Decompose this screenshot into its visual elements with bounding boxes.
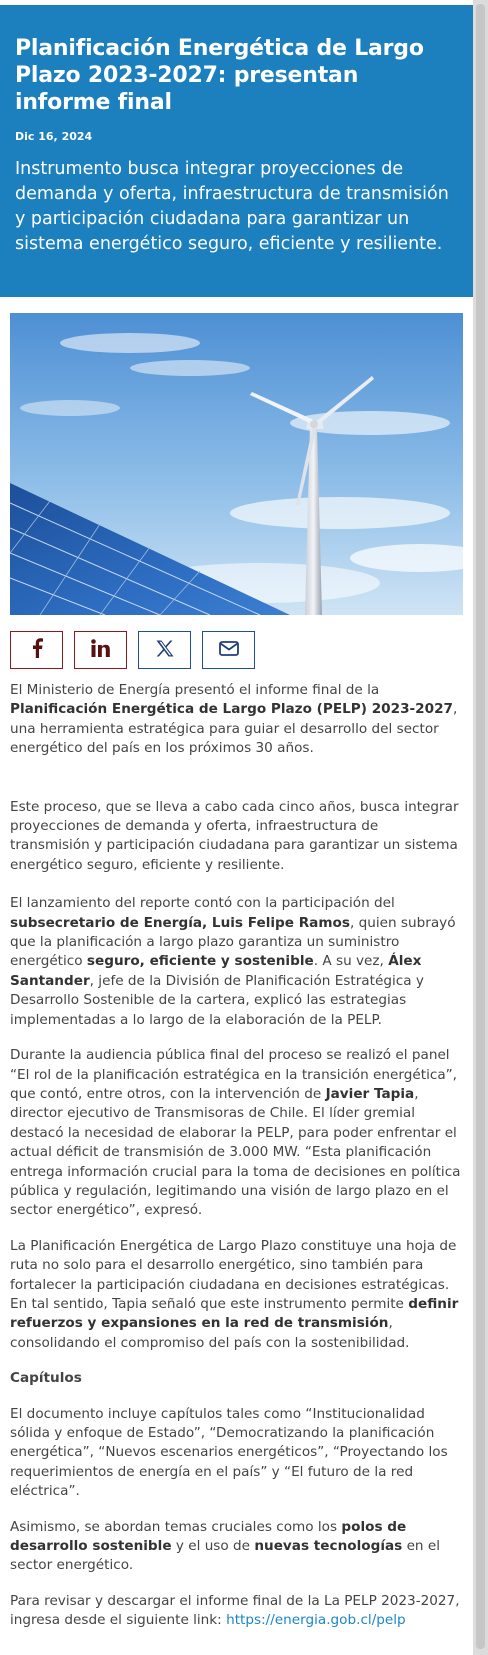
bold-text: Álex Santander xyxy=(10,953,422,989)
text: , jefe de la División de Planificación Estratégica y Desarrollo Sostenible de la cartera, explicó las estrategias implementadas a lo largo de la elaboración de la PELP. xyxy=(10,972,424,1028)
text: El Ministerio de Energía presentó el informe final de la xyxy=(10,682,380,698)
text: , quien subrayó que la planificación a largo plazo garantiza un suministro energético xyxy=(10,914,456,970)
text: , una herramienta estratégica para guiar el desarrollo del sector energético del país en los próximos 30 años. xyxy=(10,701,458,757)
scrollbar[interactable] xyxy=(473,0,488,1655)
text: La Planificación Energética de Largo Plazo constituye una hoja de ruta no solo para el desarrollo energético, sino también para fortalecer la participación ciudadana en decisiones estratégicas. En tal sentido, Tapia señaló que este instrumento permite xyxy=(10,1237,457,1312)
pelp-link[interactable]: https://energia.gob.cl/pelp xyxy=(226,1612,406,1629)
share-x-button[interactable] xyxy=(138,631,191,669)
paragraph xyxy=(10,1592,462,1631)
text: Para revisar y descargar el informe final de la La PELP 2023-2027, ingresa desde el siguiente link: xyxy=(10,1592,460,1629)
hero-image-wind-turbine-solar-panels xyxy=(10,313,463,615)
wind-turbine-illustration xyxy=(10,313,463,615)
share-linkedin-button[interactable] xyxy=(74,631,127,669)
text: y el uso de xyxy=(171,1538,255,1555)
section-heading: Capítulos xyxy=(10,1370,82,1387)
share-facebook-button[interactable] xyxy=(10,631,63,669)
paragraph xyxy=(10,1405,462,1502)
text: El lanzamiento del reporte contó con la participación del xyxy=(10,895,395,912)
bold-text: seguro, eficiente y sostenible xyxy=(86,953,314,970)
paragraph xyxy=(10,681,462,759)
text: El documento incluye capítulos tales como “Institucionalidad sólida y enfoque de Estado”, “Democratizando la planificación energética”, “Nuevos escenarios energéticos”, “Proyectando los requerimientos de energía en el país” y “El futuro de la red eléctrica”. xyxy=(10,1405,448,1500)
linkedin-icon xyxy=(91,639,110,661)
paragraph xyxy=(10,1518,462,1576)
bold-text: polos de desarrollo sostenible xyxy=(10,1518,407,1555)
text: Asimismo, se abordan temas cruciales como los xyxy=(10,1518,342,1535)
publish-date: Dic 16, 2024 xyxy=(15,130,93,143)
lead-summary: Instrumento busca integrar proyecciones de demanda y oferta, infraestructura de transmisión y participación ciudadana para garantizar un sistema energético seguro, eficiente y resiliente. xyxy=(15,159,449,254)
text: Durante la audiencia pública final del proceso se realizó el panel “El rol de la planificación estratégica en la transición energética”, que contó, entre otros, con la intervención de xyxy=(10,1047,458,1102)
mail-icon xyxy=(219,641,239,660)
bold-text: subsecretario de Energía, Luis Felipe Ramos xyxy=(10,914,350,931)
text: , consolidando el compromiso del país con la sostenibilidad. xyxy=(10,1315,410,1351)
text: , director ejecutivo de Transmisoras de Chile. El líder gremial destacó la necesidad de elaborar la PELP, para poder enfrentar el actual déficit de transmisión de 3.000 MW. “Esta planificación entrega información crucial para la toma de decisiones en política pública y regulación, legitimando una visión de largo plazo en el sector energético”, expresó. xyxy=(10,1085,461,1219)
bold-text: Javier Tapia xyxy=(325,1085,415,1102)
article-header xyxy=(0,5,473,297)
paragraph xyxy=(10,798,462,876)
facebook-icon xyxy=(30,638,44,662)
bold-text: Planificación Energética de Largo Plazo (PELP) 2023-2027 xyxy=(10,701,454,718)
paragraph xyxy=(10,1046,462,1221)
text: Este proceso, que se lleva a cabo cada cinco años, busca integrar proyecciones de demanda y oferta, infraestructura de transmisión y participación ciudadana para garantizar un sistema energético seguro, eficiente y resiliente. xyxy=(10,798,459,873)
share-email-button[interactable] xyxy=(202,631,255,669)
article-body xyxy=(10,681,462,1631)
bold-text: nuevas tecnologías xyxy=(254,1538,403,1555)
paragraph xyxy=(10,894,462,1030)
text: . A su vez, xyxy=(313,953,389,970)
scrollbar-thumb[interactable] xyxy=(476,4,485,1649)
paragraph xyxy=(10,1237,462,1353)
page-title: Planificación Energética de Largo Plazo 2023-2027: presentan informe final xyxy=(15,36,424,115)
text: en el sector energético. xyxy=(10,1538,441,1574)
bold-text: definir refuerzos y expansiones en la red de transmisión xyxy=(10,1295,459,1332)
x-icon xyxy=(156,640,174,661)
